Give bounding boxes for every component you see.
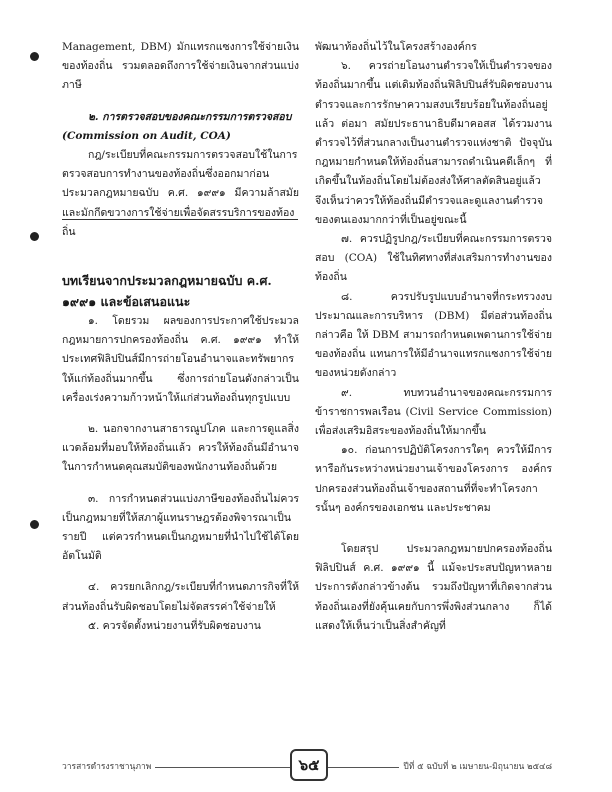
item-5-continued: พัฒนาท้องถิ่นไว้ในโครงสร้างองค์กร <box>315 41 477 53</box>
item-7: ๗. ควรปฏิรูปกฎ/ระเบียบที่คณะกรรมการตรวจสอบ (COA) ใช้ในทิศทางที่ส่งเสริมการทำงานของท้องถิ่น <box>315 233 552 284</box>
summary-paragraph: โดยสรุป ประมวลกฎหมายปกครองท้องถิ่นฟิลิปปินส์ ค.ศ. ๑๙๙๑ นี้ แม้จะประสบปัญหาหลายประการดังกล่าวข้างต้น รวมถึงปัญหาที่เกิดจากส่วนท้องถิ่นเองที่ยังคุ้นเคยกับการพึ่งพิงส่วนกลาง ก็ได้แสดงให้เห็นว่าเป็นสิ่งสำคัญที่ <box>315 543 552 632</box>
binder-hole-icon <box>30 520 39 529</box>
section-divider <box>62 219 298 220</box>
right-column <box>315 38 552 636</box>
item-1: ๑. โดยรวม ผลของการประกาศใช้ประมวลกฎหมายการปกครองท้องถิ่น ค.ศ. ๑๙๙๑ ทำให้ประเทศฟิลิปปินส์มีการถ่ายโอนอำนาจและทรัพยากรให้แก่ท้องถิ่นมากขึ้น ซึ่งการถ่ายโอนดังกล่าวเป็นเครื่องเร่งความก้าวหน้าให้แก่ส่วนท้องถิ่นทุกรูปแบบ <box>62 315 299 404</box>
binder-hole-icon <box>30 52 39 61</box>
item-4: ๔. ควรยกเลิกกฎ/ระเบียบที่กำหนดภารกิจที่ให้ส่วนท้องถิ่นรับผิดชอบโดยไม่จัดสรรค่าใช้จ่ายให้ <box>62 581 299 613</box>
item-10: ๑๐. ก่อนการปฏิบัติโครงการใดๆ ควรให้มีการหารือกันระหว่างหน่วยงานเจ้าของโครงการ องค์กรปกครองส่วนท้องถิ่นเจ้าของสถานที่ที่จะทำโครงการนั้นๆ องค์กรของเอกชน และประชาคม <box>315 444 552 514</box>
item-2: ๒. นอกจากงานสาธารณูปโภค และการดูแลสิ่งแวดล้อมที่มอบให้ท้องถิ่นแล้ว ควรให้ท้องถิ่นมีอำนาจในการกำหนดคุณสมบัติของพนักงานท้องถิ่นด้วย <box>62 423 299 474</box>
issue-info: ปีที่ ๕ ฉบับที่ ๒ เมษายน-มิถุนายน ๒๕๔๘ <box>399 759 552 773</box>
item-5: ๕. ควรจัดตั้งหน่วยงานที่รับผิดชอบงาน <box>88 619 261 632</box>
journal-title: วารสารดำรงราชานุภาพ <box>62 759 155 773</box>
paragraph-dbm-continued: Management, DBM) มักแทรกแซงการใช้จ่ายเงินของท้องถิ่น รวมตลอดถึงการใช้จ่ายเงินจากส่วนแบ่งภาษี <box>62 41 299 92</box>
left-column <box>62 38 299 636</box>
paragraph-coa: กฎ/ระเบียบที่คณะกรรมการตรวจสอบใช้ในการตรวจสอบการทำงานของท้องถิ่นซึ่งออกมาก่อนประมวลกฎหมายฉบับ ค.ศ. ๑๙๙๑ มีความล้าสมัยและมักกีดขวางการใช้จ่ายเพื่อจัดสรรบริการของท้องถิ่น <box>62 149 299 238</box>
item-3: ๓. การกำหนดส่วนแบ่งภาษีของท้องถิ่นไม่ควรเป็นกฎหมายที่ให้สภาผู้แทนราษฎรต้องพิจารณาเป็นรายปี แต่ควรกำหนดเป็นกฎหมายที่นำไปใช้ได้โดยอัตโนมัติ <box>62 492 299 563</box>
item-6: ๖. ควรถ่ายโอนงานตำรวจให้เป็นตำรวจของท้องถิ่นมากขึ้น แต่เดิมท้องถิ่นฟิลิปปินส์รับผิดชอบงานตำรวจและการรักษาความสงบเรียบร้อยในท้องถิ่นอยู่แล้ว ต่อมา สมัยประธานาธิบดีมาคอสส ได้รวมงานตำรวจไว้ที่ส่วนกลางเป็นงานตำรวจแห่งชาติ ปัจจุบันกฎหมายกำหนดให้ท้องถิ่นสามารถดำเนินคดีเล็กๆ ที่เกิดขึ้นในท้องถิ่นโดยไม่ต้องส่งให้ศาลตัดสินอยู่แล้ว จึงเห็นว่าควรให้ท้องถิ่นมีตำรวจและดูแลงานตำรวจของตนเองมากกว่าที่เป็นอยู่ขณะนี้ <box>315 60 552 226</box>
page-footer <box>62 757 552 777</box>
page-number: ๖๕ <box>290 749 328 781</box>
section-heading-coa: ๒. การตรวจสอบของคณะกรรมการตรวจสอบ (Commission on Audit, COA) <box>62 110 292 142</box>
binder-hole-icon <box>30 232 39 241</box>
item-9: ๙. ทบทวนอำนาจของคณะกรรมการข้าราชการพลเรือน (Civil Service Commission) เพื่อส่งเสริมอิสระของท้องถิ่นให้มากขึ้น <box>315 386 552 438</box>
heading-lessons: บทเรียนจากประมวลกฎหมายฉบับ ค.ศ. ๑๙๙๑ และข้อเสนอแนะ <box>62 273 272 310</box>
item-8: ๘. ควรปรับรูปแบบอำนาจที่กระทรวงงบประมาณและการบริหาร (DBM) มีต่อส่วนท้องถิ่น กล่าวคือ ให้ DBM สามารถกำหนดเพดานการใช้จ่ายของท้องถิ่น แทนการให้มีอำนาจแทรกแซงการใช้จ่ายของหน่วยดังกล่าว <box>315 290 552 380</box>
